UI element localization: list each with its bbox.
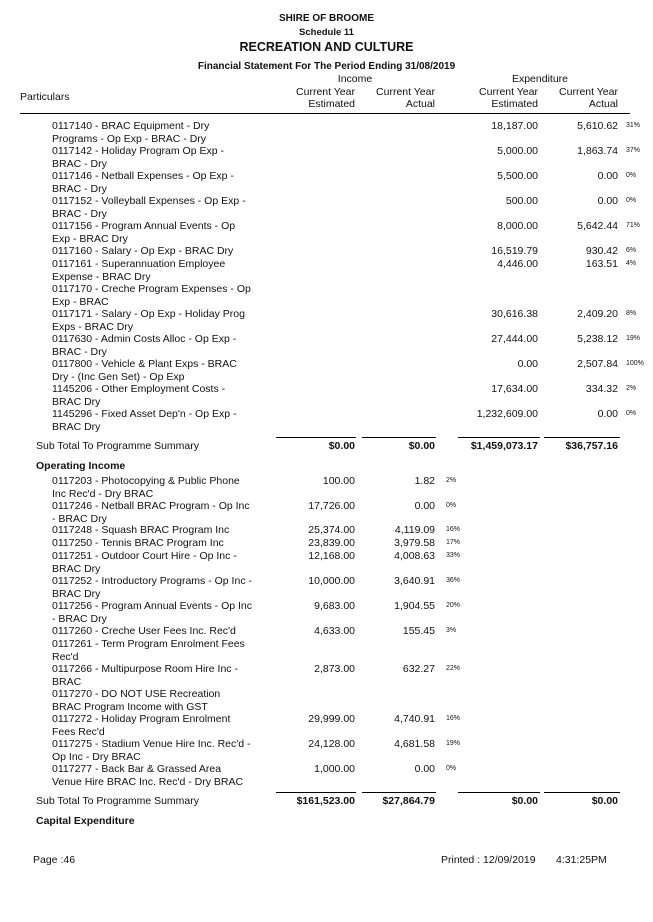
income-estimated: 29,999.00 (308, 713, 355, 725)
income-percent: 3% (446, 627, 457, 634)
row-description: 0117251 - Outdoor Court Hire - Op Inc - BRAC Dry (52, 550, 237, 575)
expenditure-actual: 0.00 (597, 195, 618, 207)
expenditure-estimated: 16,519.79 (491, 245, 538, 257)
expenditure-actual: 5,238.12 (577, 333, 618, 345)
expenditure-estimated: 30,616.38 (491, 308, 538, 320)
expenditure-actual: 5,642.44 (577, 220, 618, 232)
expenditure-percent: 71% (626, 222, 641, 229)
row-description: 0117171 - Salary - Op Exp - Holiday Prog Exps - BRAC Dry (52, 308, 245, 333)
row-description: 0117277 - Back Bar & Grassed Area Venue Hire BRAC Inc. Rec'd - Dry BRAC (52, 763, 244, 788)
income-estimated: 1,000.00 (314, 763, 355, 775)
income-estimated: 12,168.00 (308, 550, 355, 562)
row-description: 0117146 - Netball Expenses - Op Exp - BRAC - Dry (52, 170, 234, 195)
subtotal-expenditure-estimated: $1,459,073.17 (470, 440, 538, 452)
subtotal-rule (458, 792, 540, 793)
statement-subtitle: Financial Statement For The Period Ending 31/08/2019 (197, 61, 456, 72)
income-estimated: 24,128.00 (308, 738, 355, 750)
subtotal-label: Sub Total To Programme Summary (36, 440, 200, 452)
expenditure-estimated: 27,444.00 (491, 333, 538, 345)
expenditure-actual-header: Current Year Actual (559, 86, 618, 110)
income-actual: 632.27 (402, 663, 435, 675)
row-description: 0117140 - BRAC Equipment - Dry Programs - Op Exp - BRAC - Dry (52, 120, 210, 145)
expenditure-percent: 0% (626, 172, 637, 179)
income-estimated-header: Current Year Estimated (296, 86, 355, 110)
row-description: 0117800 - Vehicle & Plant Exps - BRAC Dry - (Inc Gen Set) - Op Exp (52, 358, 237, 383)
expenditure-estimated: 500.00 (505, 195, 538, 207)
income-percent: 33% (446, 552, 461, 559)
row-description: 0117248 - Squash BRAC Program Inc (52, 524, 230, 536)
income-percent: 0% (446, 502, 457, 509)
printed-date: Printed : 12/09/2019 (441, 854, 536, 866)
row-description: 0117266 - Multipurpose Room Hire Inc - BRAC (52, 663, 238, 688)
row-description: 0117156 - Program Annual Events - Op Exp - BRAC Dry (52, 220, 236, 245)
subtotal-expenditure-actual: $36,757.16 (565, 440, 618, 452)
income-estimated: 10,000.00 (308, 575, 355, 587)
row-description: 0117246 - Netball BRAC Program - Op Inc - BRAC Dry (52, 500, 250, 525)
expenditure-estimated-header: Current Year Estimated (479, 86, 538, 110)
income-actual: 0.00 (414, 763, 435, 775)
income-estimated: 25,374.00 (308, 524, 355, 536)
income-estimated: 2,873.00 (314, 663, 355, 675)
expenditure-actual: 0.00 (597, 170, 618, 182)
income-actual: 155.45 (402, 625, 435, 637)
row-description: 0117152 - Volleyball Expenses - Op Exp - BRAC - Dry (52, 195, 246, 220)
income-estimated: 4,633.00 (314, 625, 355, 637)
subtotal-rule (362, 792, 436, 793)
row-description: 0117170 - Creche Program Expenses - Op Exp - BRAC (52, 283, 251, 308)
income-estimated: 9,683.00 (314, 600, 355, 612)
subtotal-rule (276, 437, 356, 438)
income-actual: 4,119.09 (394, 524, 435, 536)
row-description: 0117260 - Creche User Fees Inc. Rec'd (52, 625, 236, 637)
printed-time: 4:31:25PM (556, 854, 607, 866)
income-percent: 22% (446, 665, 461, 672)
expenditure-estimated: 18,187.00 (491, 120, 538, 132)
particulars-header: Particulars (20, 91, 70, 103)
expenditure-percent: 31% (626, 122, 641, 129)
expenditure-actual: 334.32 (585, 383, 618, 395)
income-actual: 4,008.63 (394, 550, 435, 562)
page-number: Page :46 (33, 854, 76, 866)
expenditure-actual: 163.51 (585, 258, 618, 270)
expenditure-actual: 1,863.74 (577, 145, 618, 157)
row-description: 0117272 - Holiday Program Enrolment Fees Rec'd (52, 713, 231, 738)
income-percent: 16% (446, 526, 461, 533)
income-actual: 1,904.55 (394, 600, 435, 612)
expenditure-percent: 0% (626, 410, 637, 417)
row-description: 0117142 - Holiday Program Op Exp - BRAC - Dry (52, 145, 224, 170)
expenditure-percent: 19% (626, 335, 641, 342)
row-description: 1145296 - Fixed Asset Dep'n - Op Exp - BRAC Dry (52, 408, 237, 433)
expenditure-estimated: 4,446.00 (497, 258, 538, 270)
row-description: 0117250 - Tennis BRAC Program Inc (52, 537, 224, 549)
subtotal-rule (458, 437, 540, 438)
income-actual-header: Current Year Actual (376, 86, 435, 110)
subtotal-expenditure-actual: $0.00 (591, 795, 618, 807)
expenditure-percent: 8% (626, 310, 637, 317)
subtotal-rule (544, 792, 620, 793)
expenditure-percent: 0% (626, 197, 637, 204)
expenditure-actual: 5,610.62 (577, 120, 618, 132)
income-percent: 19% (446, 740, 461, 747)
subtotal-income-actual: $0.00 (408, 440, 435, 452)
page-title: RECREATION AND CULTURE (239, 40, 414, 54)
expenditure-estimated: 8,000.00 (497, 220, 538, 232)
row-description: 0117203 - Photocopying & Public Phone Inc Rec'd - Dry BRAC (52, 475, 240, 500)
expenditure-estimated: 0.00 (517, 358, 538, 370)
row-description: 0117160 - Salary - Op Exp - BRAC Dry (52, 245, 234, 257)
subtotal-income-estimated: $161,523.00 (296, 795, 355, 807)
expenditure-header: Expenditure (511, 73, 569, 85)
income-actual: 3,979.58 (394, 537, 435, 549)
row-description: 0117261 - Term Program Enrolment Fees Rec'd (52, 638, 245, 663)
subtotal-rule (544, 437, 620, 438)
income-header: Income (337, 73, 373, 85)
subtotal-income-estimated: $0.00 (328, 440, 355, 452)
subtotal-rule (362, 437, 436, 438)
expenditure-actual: 0.00 (597, 408, 618, 420)
income-percent: 20% (446, 602, 461, 609)
header-divider (20, 113, 630, 114)
income-actual: 3,640.91 (394, 575, 435, 587)
org-name: SHIRE OF BROOME (278, 13, 374, 24)
income-estimated: 23,839.00 (308, 537, 355, 549)
subtotal-rule (276, 792, 356, 793)
expenditure-estimated: 17,634.00 (491, 383, 538, 395)
income-percent: 36% (446, 577, 461, 584)
expenditure-percent: 4% (626, 260, 637, 267)
income-actual: 0.00 (414, 500, 435, 512)
row-description: 0117252 - Introductory Programs - Op Inc - BRAC Dry (52, 575, 252, 600)
row-description: 0117161 - Superannuation Employee Expense - BRAC Dry (52, 258, 226, 283)
income-actual: 4,681.58 (394, 738, 435, 750)
row-description: 0117630 - Admin Costs Alloc - Op Exp - BRAC - Dry (52, 333, 237, 358)
expenditure-percent: 37% (626, 147, 641, 154)
expenditure-actual: 2,409.20 (577, 308, 618, 320)
expenditure-percent: 100% (626, 360, 644, 367)
expenditure-estimated: 5,000.00 (497, 145, 538, 157)
capital-expenditure-heading: Capital Expenditure (36, 815, 135, 827)
schedule-label: Schedule 11 (299, 27, 354, 38)
row-description: 1145206 - Other Employment Costs - BRAC Dry (52, 383, 226, 408)
income-percent: 16% (446, 715, 461, 722)
subtotal-label: Sub Total To Programme Summary (36, 795, 200, 807)
income-estimated: 100.00 (322, 475, 355, 487)
expenditure-estimated: 1,232,609.00 (476, 408, 538, 420)
expenditure-actual: 2,507.84 (577, 358, 618, 370)
expenditure-actual: 930.42 (585, 245, 618, 257)
income-actual: 1.82 (414, 475, 435, 487)
operating-income-heading: Operating Income (36, 460, 126, 472)
expenditure-percent: 2% (626, 385, 637, 392)
income-estimated: 17,726.00 (308, 500, 355, 512)
row-description: 0117270 - DO NOT USE Recreation BRAC Program Income with GST (52, 688, 221, 713)
income-actual: 4,740.91 (394, 713, 435, 725)
expenditure-percent: 6% (626, 247, 637, 254)
row-description: 0117256 - Program Annual Events - Op Inc - BRAC Dry (52, 600, 253, 625)
income-percent: 2% (446, 477, 457, 484)
subtotal-expenditure-estimated: $0.00 (511, 795, 538, 807)
expenditure-estimated: 5,500.00 (497, 170, 538, 182)
income-percent: 17% (446, 539, 461, 546)
subtotal-income-actual: $27,864.79 (382, 795, 435, 807)
income-percent: 0% (446, 765, 457, 772)
row-description: 0117275 - Stadium Venue Hire Inc. Rec'd - Op Inc - Dry BRAC (52, 738, 251, 763)
